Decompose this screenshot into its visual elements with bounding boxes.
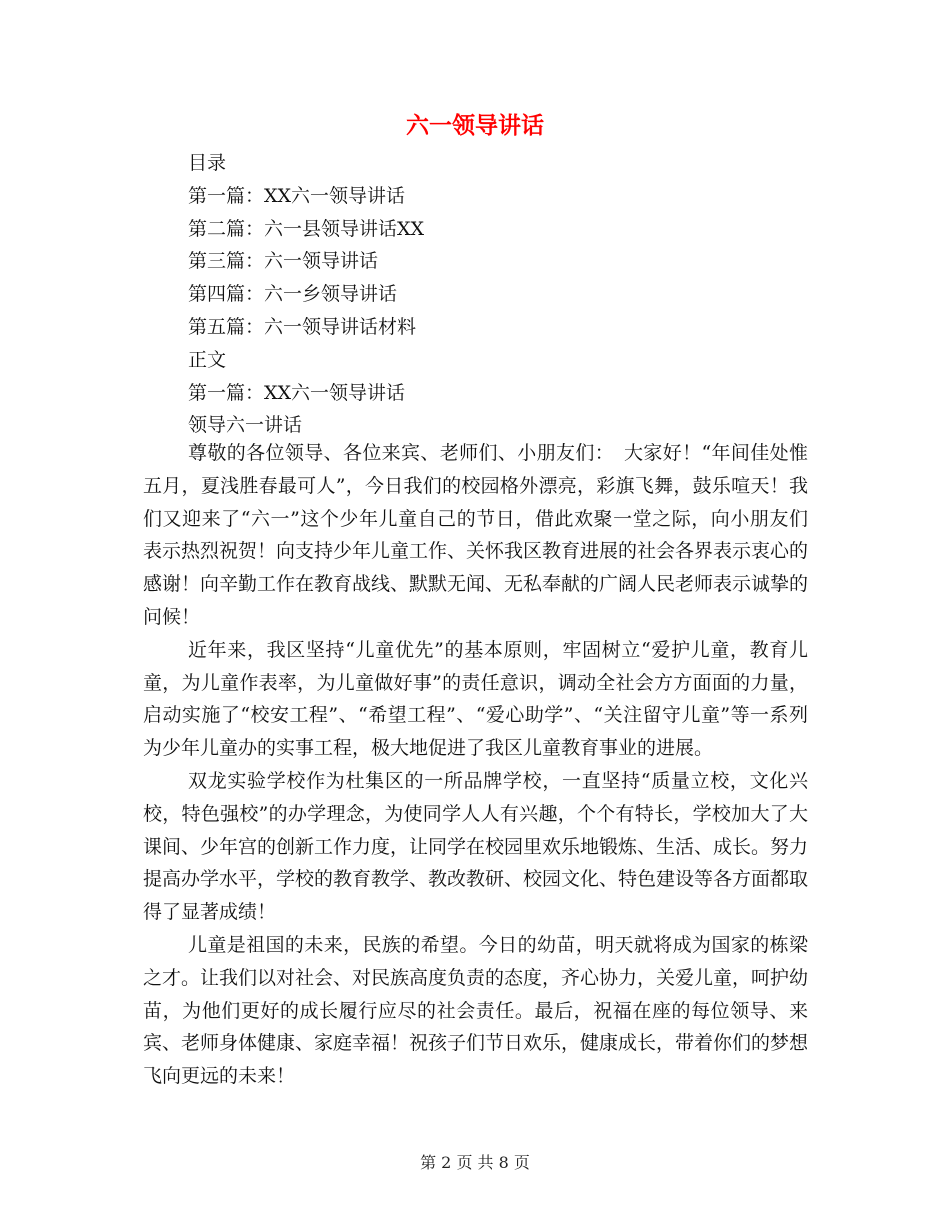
table-of-contents: [188, 147, 848, 442]
body-heading: 正文: [188, 348, 227, 371]
paragraph: 双龙实验学校作为杜集区的一所品牌学校，一直坚持“质量立校，文化兴校，特色强校”的办学理念，为使同学人人有兴趣，个个有特长，学校加大了大课间、少年宫的创新工作力度，让同学在校园里欢乐地锻炼、生活、成长。努力提高办学水平，学校的教育教学、教改教研、校园文化、特色建设等各方面都取得了显著成绩！: [143, 769, 809, 924]
document-title: 六一领导讲话: [406, 113, 544, 139]
section-title: 第一篇：XX六一领导讲话: [188, 381, 406, 404]
speech-body: [143, 437, 808, 1093]
toc-item: 第二篇：六一县领导讲话XX: [188, 217, 425, 240]
toc-item: 第五篇：六一领导讲话材料: [188, 315, 417, 338]
paragraph: 近年来，我区坚持“儿童优先”的基本原则，牢固树立“爱护儿童，教育儿童，为儿童作表率，为儿童做好事”的责任意识，调动全社会方方面面的力量，启动实施了“校安工程”、“希望工程”、“爱心助学”、“关注留守儿童”等一系列为少年儿童办的实事工程，极大地促进了我区儿童教育事业的进展。: [143, 638, 808, 760]
toc-item: 第三篇：六一领导讲话: [188, 250, 379, 273]
toc-item: 第四篇：六一乡领导讲话: [188, 283, 398, 306]
page-footer: 第 2 页 共 8 页: [420, 1153, 530, 1172]
paragraph: 儿童是祖国的未来，民族的希望。今日的幼苗，明天就将成为国家的栋梁之才。让我们以对社会、对民族高度负责的态度，齐心协力，关爱儿童，呵护幼苗，为他们更好的成长履行应尽的社会责任。最后，祝福在座的每位领导、来宾、老师身体健康、家庭幸福！祝孩子们节日欢乐，健康成长，带着你们的梦想飞向更远的未来！: [143, 933, 809, 1088]
speech-title: 领导六一讲话: [188, 414, 303, 437]
toc-item: 第一篇：XX六一领导讲话: [188, 184, 406, 207]
toc-heading: 目录: [188, 152, 227, 174]
paragraph: 尊敬的各位领导、各位来宾、老师们、小朋友们： 大家好！“年间佳处惟五月，夏浅胜春最可人”，今日我们的校园格外漂亮，彩旗飞舞，鼓乐喧天！我们又迎来了“六一”这个少年儿童自己的节日，借此欢聚一堂之际，向小朋友们表示热烈祝贺！向支持少年儿童工作、关怀我区教育进展的社会各界表示衷心的感谢！向辛勤工作在教育战线、默默无闻、无私奉献的广阔人民老师表示诚挚的问候！: [143, 442, 809, 628]
